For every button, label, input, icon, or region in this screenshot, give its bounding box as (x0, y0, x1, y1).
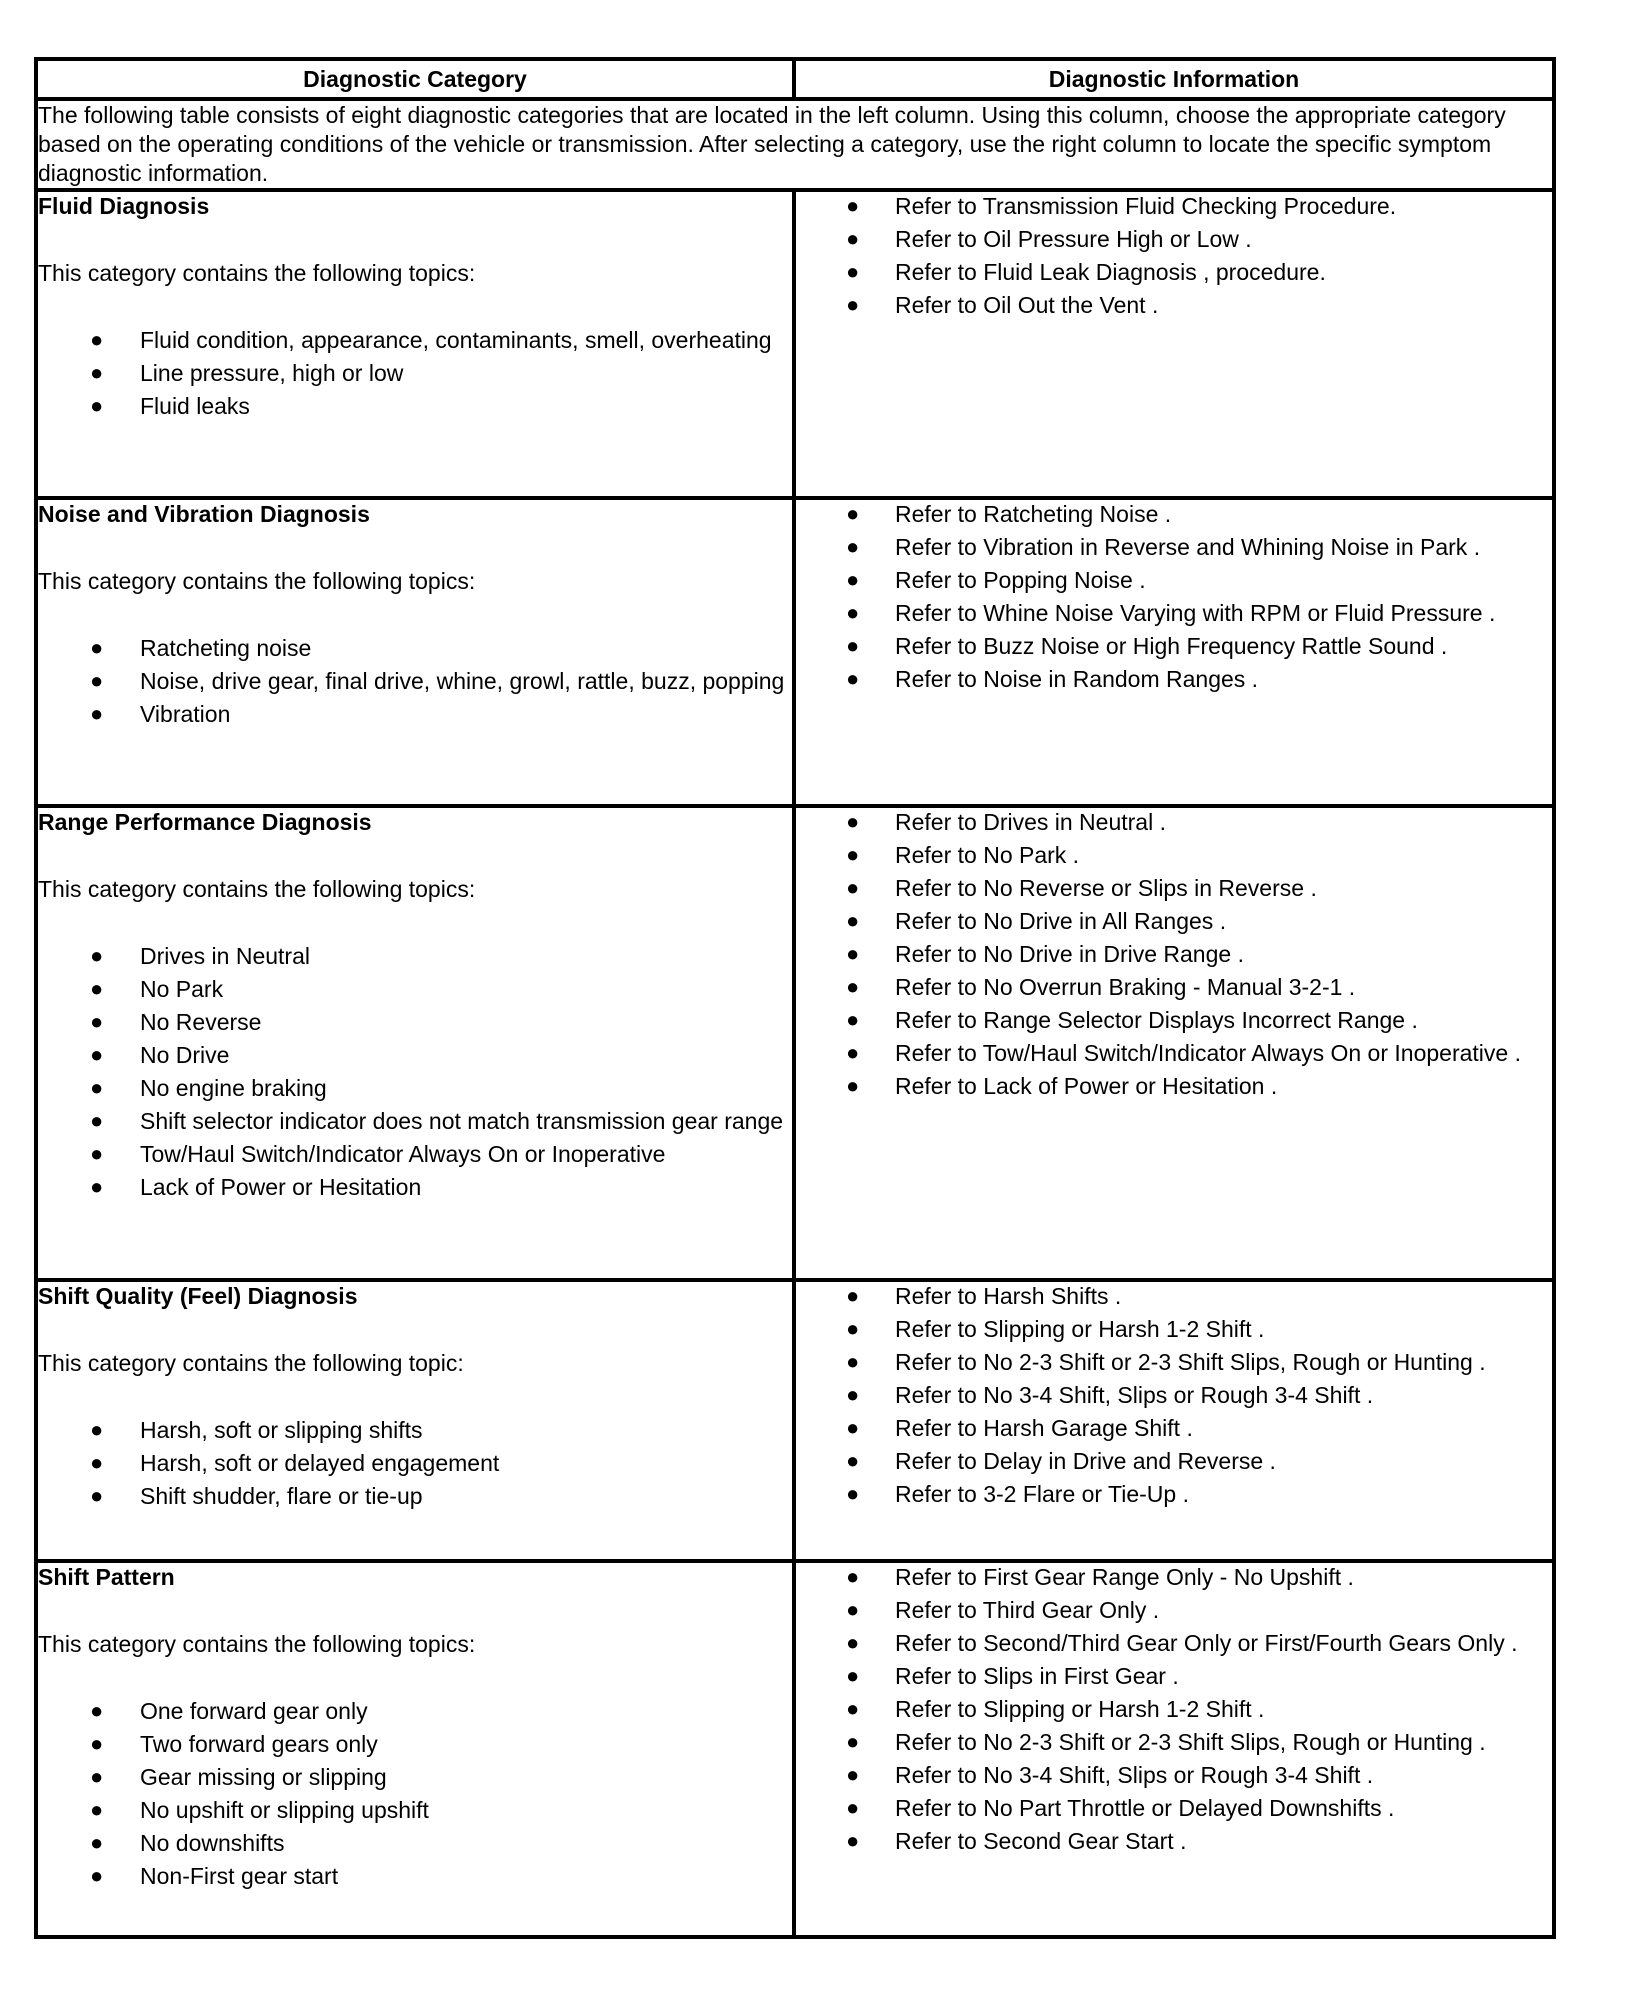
reference-text: Refer to Transmission Fluid Checking Procedure. (895, 193, 1397, 219)
bullet-icon: ● (846, 259, 860, 284)
reference-text: Refer to Ratcheting Noise . (895, 501, 1172, 527)
topic-item (38, 1140, 792, 1168)
reference-text: Refer to Whine Noise Varying with RPM or Fluid Pressure . (895, 600, 1496, 626)
reference-item (796, 1381, 1552, 1409)
topic-text: No Drive (140, 1042, 230, 1068)
topic-text: Line pressure, high or low (140, 360, 404, 386)
table-row (36, 1280, 1554, 1561)
reference-text: Refer to No 3-4 Shift, Slips or Rough 3-4 Shift . (895, 1382, 1374, 1408)
bullet-icon: ● (846, 941, 860, 966)
category-title: Noise and Vibration Diagnosis (38, 501, 370, 527)
topic-text: Tow/Haul Switch/Indicator Always On or Inoperative (140, 1141, 666, 1167)
bullet-icon: ● (846, 193, 860, 218)
reference-item (796, 1315, 1552, 1343)
reference-item (796, 1827, 1552, 1855)
information-cell (794, 190, 1554, 498)
category-description: This category contains the following topics: (38, 568, 476, 594)
reference-list (796, 500, 1552, 693)
information-cell (794, 1561, 1554, 1937)
reference-item (796, 841, 1552, 869)
category-description: This category contains the following topic: (38, 1350, 464, 1376)
bullet-icon: ● (846, 633, 860, 658)
reference-item (796, 1447, 1552, 1475)
reference-text: Refer to Lack of Power or Hesitation . (895, 1073, 1278, 1099)
reference-item (796, 1414, 1552, 1442)
bullet-icon: ● (90, 1764, 104, 1789)
topic-text: Fluid leaks (140, 393, 250, 419)
topic-text: No upshift or slipping upshift (140, 1797, 429, 1823)
topic-text: Lack of Power or Hesitation (140, 1174, 422, 1200)
bullet-icon: ● (90, 360, 104, 385)
reference-text: Refer to First Gear Range Only - No Upshift . (895, 1564, 1354, 1590)
topic-item (38, 1008, 792, 1036)
topic-text: Shift shudder, flare or tie-up (140, 1483, 423, 1509)
table-row (36, 806, 1554, 1280)
bullet-icon: ● (846, 1729, 860, 1754)
information-cell (794, 498, 1554, 806)
bullet-icon: ● (846, 226, 860, 251)
bullet-icon: ● (846, 1415, 860, 1440)
reference-text: Refer to Oil Pressure High or Low . (895, 226, 1252, 252)
topic-item (38, 975, 792, 1003)
reference-item (796, 599, 1552, 627)
topic-text: Harsh, soft or slipping shifts (140, 1417, 423, 1443)
topic-text: Drives in Neutral (140, 943, 310, 969)
bullet-icon: ● (90, 668, 104, 693)
topic-item (38, 392, 792, 420)
topic-text: No engine braking (140, 1075, 327, 1101)
bullet-icon: ● (846, 1564, 860, 1589)
reference-text: Refer to Slipping or Harsh 1-2 Shift . (895, 1316, 1265, 1342)
topic-list (38, 1697, 792, 1890)
topic-item (38, 1697, 792, 1725)
category-description: This category contains the following topics: (38, 260, 476, 286)
reference-text: Refer to No Part Throttle or Delayed Downshifts . (895, 1795, 1395, 1821)
topic-item (38, 700, 792, 728)
bullet-icon: ● (846, 1696, 860, 1721)
reference-item (796, 1662, 1552, 1690)
reference-text: Refer to Buzz Noise or High Frequency Rattle Sound . (895, 633, 1448, 659)
category-title: Range Performance Diagnosis (38, 809, 372, 835)
reference-text: Refer to No Drive in All Ranges . (895, 908, 1227, 934)
bullet-icon: ● (90, 1417, 104, 1442)
bullet-icon: ● (90, 1483, 104, 1508)
reference-text: Refer to Drives in Neutral . (895, 809, 1166, 835)
topic-item (38, 1107, 792, 1135)
topic-text: Shift selector indicator does not match transmission gear range (140, 1108, 784, 1134)
reference-item (796, 1072, 1552, 1100)
topic-item (38, 1449, 792, 1477)
bullet-icon: ● (90, 327, 104, 352)
topic-item (38, 1074, 792, 1102)
topic-text: No Park (140, 976, 224, 1002)
reference-text: Refer to Noise in Random Ranges . (895, 666, 1259, 692)
reference-text: Refer to No 2-3 Shift or 2-3 Shift Slips, Rough or Hunting . (895, 1729, 1486, 1755)
topic-text: No Reverse (140, 1009, 262, 1035)
topic-text: One forward gear only (140, 1698, 368, 1724)
bullet-icon: ● (846, 666, 860, 691)
topic-item (38, 667, 792, 695)
bullet-icon: ● (846, 1349, 860, 1374)
reference-item (796, 500, 1552, 528)
bullet-icon: ● (846, 534, 860, 559)
reference-text: Refer to Third Gear Only . (895, 1597, 1160, 1623)
reference-text: Refer to Second Gear Start . (895, 1828, 1187, 1854)
topic-item (38, 634, 792, 662)
table-row (36, 1561, 1554, 1937)
topic-text: Two forward gears only (140, 1731, 378, 1757)
bullet-icon: ● (846, 1382, 860, 1407)
topic-item (38, 359, 792, 387)
bullet-icon: ● (846, 974, 860, 999)
category-cell (36, 498, 794, 806)
bullet-icon: ● (846, 1040, 860, 1065)
topic-item (38, 1730, 792, 1758)
table-row (36, 498, 1554, 806)
reference-item (796, 808, 1552, 836)
reference-item (796, 1629, 1552, 1657)
topic-list (38, 1416, 792, 1510)
reference-text: Refer to Range Selector Displays Incorrect Range . (895, 1007, 1418, 1033)
reference-item (796, 1480, 1552, 1508)
bullet-icon: ● (90, 1141, 104, 1166)
bullet-icon: ● (846, 1663, 860, 1688)
reference-item (796, 973, 1552, 1001)
bullet-icon: ● (90, 1042, 104, 1067)
reference-text: Refer to Popping Noise . (895, 567, 1146, 593)
bullet-icon: ● (846, 1073, 860, 1098)
reference-text: Refer to Second/Third Gear Only or First/Fourth Gears Only . (895, 1630, 1518, 1656)
reference-text: Refer to No 2-3 Shift or 2-3 Shift Slips, Rough or Hunting . (895, 1349, 1486, 1375)
bullet-icon: ● (846, 1481, 860, 1506)
bullet-icon: ● (846, 1007, 860, 1032)
reference-item (796, 1563, 1552, 1591)
reference-list (796, 1282, 1552, 1508)
reference-list (796, 808, 1552, 1100)
topic-item (38, 1173, 792, 1201)
reference-item (796, 533, 1552, 561)
reference-item (796, 1039, 1552, 1067)
topic-item (38, 1416, 792, 1444)
topic-list (38, 326, 792, 420)
reference-text: Refer to Vibration in Reverse and Whining Noise in Park . (895, 534, 1481, 560)
bullet-icon: ● (846, 908, 860, 933)
diagnostic-page (34, 57, 1552, 1939)
category-title: Fluid Diagnosis (38, 193, 210, 219)
reference-text: Refer to No Drive in Drive Range . (895, 941, 1244, 967)
reference-item (796, 1728, 1552, 1756)
reference-item (796, 632, 1552, 660)
bullet-icon: ● (90, 1450, 104, 1475)
bullet-icon: ● (846, 600, 860, 625)
category-cell (36, 190, 794, 498)
reference-item (796, 1282, 1552, 1310)
reference-item (796, 291, 1552, 319)
reference-text: Refer to Slipping or Harsh 1-2 Shift . (895, 1696, 1265, 1722)
category-cell (36, 1280, 794, 1561)
reference-item (796, 225, 1552, 253)
reference-list (796, 1563, 1552, 1855)
category-description: This category contains the following topics: (38, 876, 476, 902)
reference-item (796, 1794, 1552, 1822)
information-cell (794, 806, 1554, 1280)
topic-text: Fluid condition, appearance, contaminants, smell, overheating (140, 327, 772, 353)
reference-text: Refer to Harsh Shifts . (895, 1283, 1122, 1309)
topic-list (38, 942, 792, 1201)
reference-item (796, 192, 1552, 220)
bullet-icon: ● (846, 809, 860, 834)
reference-item (796, 1348, 1552, 1376)
topic-item (38, 942, 792, 970)
topic-item (38, 1041, 792, 1069)
topic-text: Vibration (140, 701, 231, 727)
topic-item (38, 1482, 792, 1510)
topic-text: No downshifts (140, 1830, 285, 1856)
reference-item (796, 1596, 1552, 1624)
reference-text: Refer to Delay in Drive and Reverse . (895, 1448, 1276, 1474)
reference-text: Refer to Harsh Garage Shift . (895, 1415, 1193, 1441)
bullet-icon: ● (90, 943, 104, 968)
reference-text: Refer to Oil Out the Vent . (895, 292, 1159, 318)
information-cell (794, 1280, 1554, 1561)
category-cell (36, 806, 794, 1280)
intro-row (36, 99, 1554, 190)
bullet-icon: ● (846, 1597, 860, 1622)
reference-item (796, 258, 1552, 286)
bullet-icon: ● (846, 501, 860, 526)
reference-text: Refer to No Overrun Braking - Manual 3-2-1 . (895, 974, 1356, 1000)
topic-text: Ratcheting noise (140, 635, 312, 661)
bullet-icon: ● (90, 1075, 104, 1100)
bullet-icon: ● (846, 1795, 860, 1820)
bullet-icon: ● (846, 1283, 860, 1308)
reference-item (796, 665, 1552, 693)
bullet-icon: ● (90, 635, 104, 660)
bullet-icon: ● (846, 875, 860, 900)
topic-text: Harsh, soft or delayed engagement (140, 1450, 500, 1476)
reference-text: Refer to No Reverse or Slips in Reverse . (895, 875, 1317, 901)
bullet-icon: ● (90, 1698, 104, 1723)
topic-text: Non-First gear start (140, 1863, 339, 1889)
bullet-icon: ● (90, 1731, 104, 1756)
topic-item (38, 1829, 792, 1857)
header-row (36, 59, 1554, 99)
reference-text: Refer to No Park . (895, 842, 1080, 868)
topic-text: Gear missing or slipping (140, 1764, 387, 1790)
topic-item (38, 326, 792, 354)
reference-text: Refer to Fluid Leak Diagnosis , procedure. (895, 259, 1326, 285)
reference-item (796, 874, 1552, 902)
reference-list (796, 192, 1552, 319)
reference-item (796, 907, 1552, 935)
topic-item (38, 1796, 792, 1824)
bullet-icon: ● (90, 976, 104, 1001)
reference-text: Refer to No 3-4 Shift, Slips or Rough 3-4 Shift . (895, 1762, 1374, 1788)
intro-text: The following table consists of eight diagnostic categories that are located in the left column. Using this column, choose the appropriate category based on the operating conditions of the vehicle or transmission. After selecting a category, use the right column to locate the specific symptom diagnostic information. (36, 99, 1554, 190)
category-description: This category contains the following topics: (38, 1631, 476, 1657)
bullet-icon: ● (846, 1828, 860, 1853)
bullet-icon: ● (846, 567, 860, 592)
table-row (36, 190, 1554, 498)
bullet-icon: ● (846, 1448, 860, 1473)
reference-item (796, 1695, 1552, 1723)
reference-text: Refer to Tow/Haul Switch/Indicator Always On or Inoperative . (895, 1040, 1521, 1066)
bullet-icon: ● (846, 1630, 860, 1655)
header-category: Diagnostic Category (36, 59, 794, 99)
reference-item (796, 1761, 1552, 1789)
topic-item (38, 1763, 792, 1791)
bullet-icon: ● (90, 1174, 104, 1199)
bullet-icon: ● (846, 1316, 860, 1341)
category-title: Shift Pattern (38, 1564, 175, 1590)
reference-item (796, 566, 1552, 594)
bullet-icon: ● (90, 1009, 104, 1034)
bullet-icon: ● (90, 701, 104, 726)
bullet-icon: ● (90, 393, 104, 418)
reference-text: Refer to 3-2 Flare or Tie-Up . (895, 1481, 1189, 1507)
category-title: Shift Quality (Feel) Diagnosis (38, 1283, 358, 1309)
category-cell (36, 1561, 794, 1937)
reference-text: Refer to Slips in First Gear . (895, 1663, 1179, 1689)
topic-list (38, 634, 792, 728)
bullet-icon: ● (90, 1108, 104, 1133)
topic-text: Noise, drive gear, final drive, whine, growl, rattle, buzz, popping (140, 668, 785, 694)
bullet-icon: ● (846, 292, 860, 317)
bullet-icon: ● (846, 842, 860, 867)
reference-item (796, 1006, 1552, 1034)
bullet-icon: ● (90, 1830, 104, 1855)
bullet-icon: ● (90, 1797, 104, 1822)
bullet-icon: ● (846, 1762, 860, 1787)
reference-item (796, 940, 1552, 968)
topic-item (38, 1862, 792, 1890)
bullet-icon: ● (90, 1863, 104, 1888)
header-information: Diagnostic Information (794, 59, 1554, 99)
diagnostic-table (34, 57, 1556, 1939)
